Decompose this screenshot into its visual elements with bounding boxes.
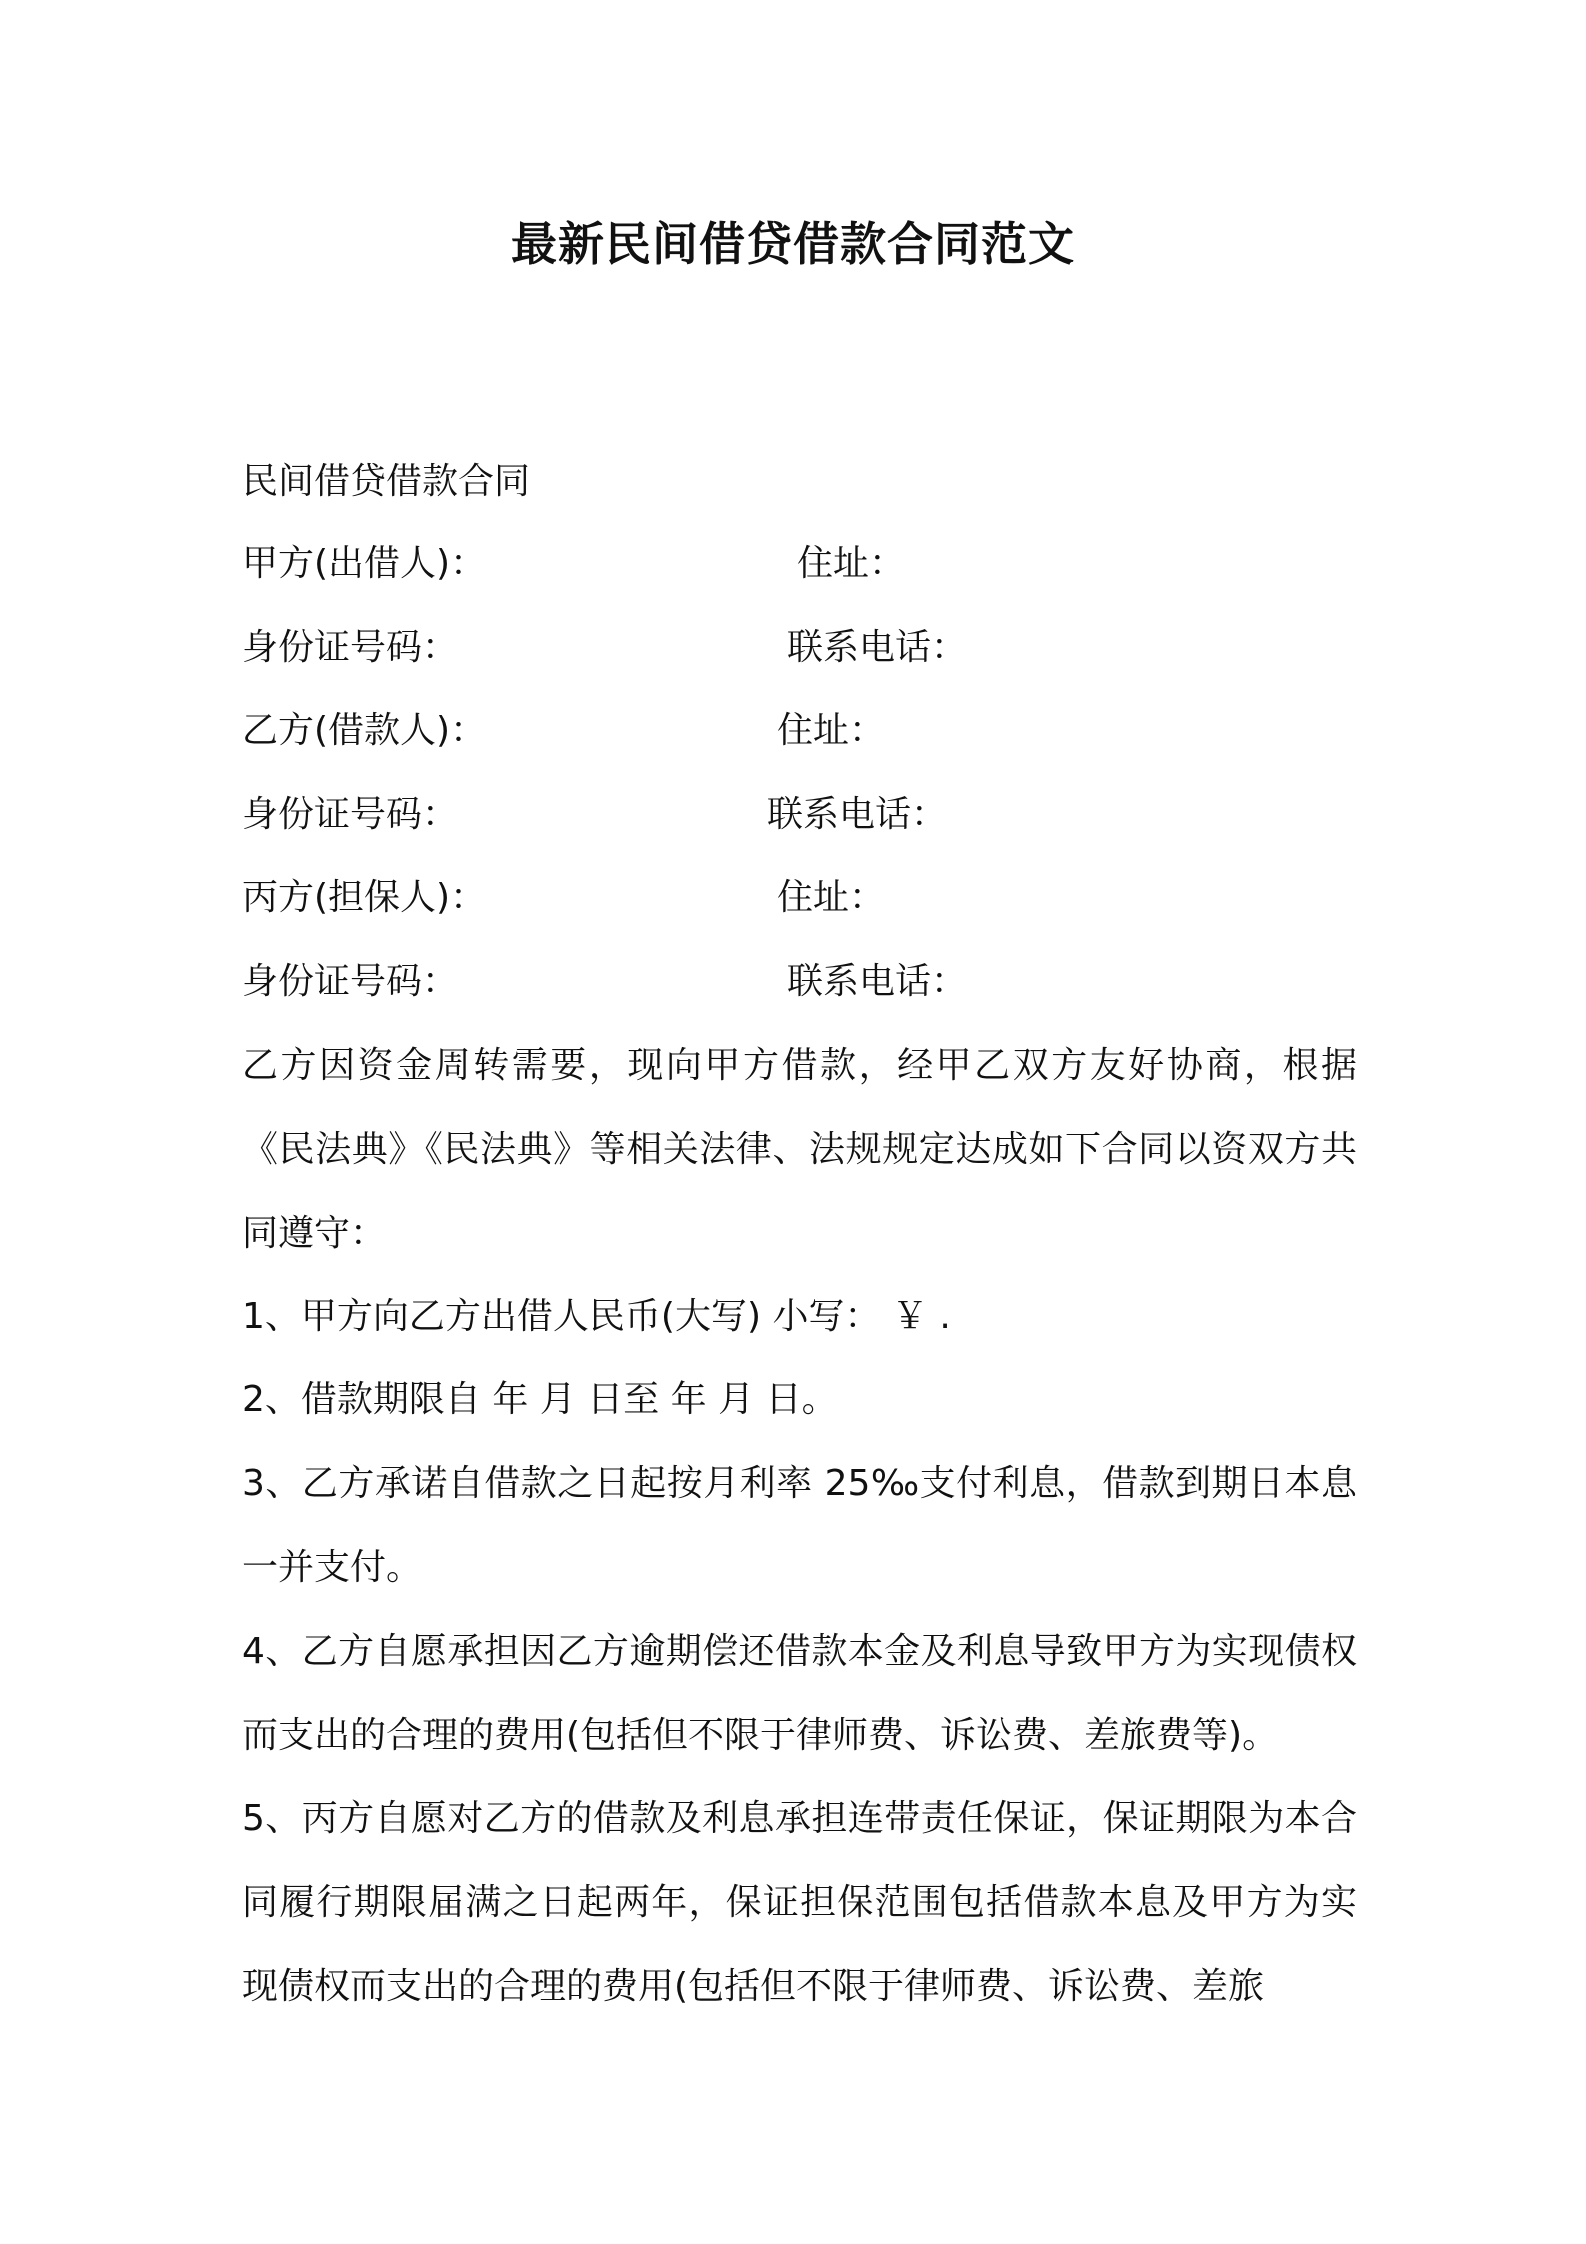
party-c-label: 丙方(担保人)： bbox=[242, 877, 487, 918]
clause-2: 2、借款期限自 年 月 日至 年 月 日。 bbox=[242, 1379, 838, 1420]
clause-4: 4、乙方自愿承担因乙方逾期偿还借款本金及利息导致甲方为实现债权而支出的合理的费用(包括但不限于律师费、诉讼费、差旅费等)。 bbox=[242, 1631, 1357, 1756]
party-b-label: 乙方(借款人)： bbox=[242, 710, 487, 751]
contract-subtitle: 民间借贷借款合同 bbox=[242, 461, 531, 502]
document-title: 最新民间借贷借款合同范文 bbox=[511, 217, 1075, 271]
party-b-address-label: 住址： bbox=[777, 710, 886, 751]
clause-5: 5、丙方自愿对乙方的借款及利息承担连带责任保证，保证期限为本合同履行期限届满之日起两年，保证担保范围包括借款本息及甲方为实现债权而支出的合理的费用(包括但不限于律师费、诉讼费、差旅 bbox=[242, 1798, 1357, 2007]
party-a-id-label: 身份证号码： bbox=[242, 627, 459, 668]
party-c-address-label: 住址： bbox=[777, 877, 886, 918]
party-c-phone-label: 联系电话： bbox=[787, 961, 968, 1002]
party-a-label: 甲方(出借人)： bbox=[242, 543, 487, 584]
party-a-address-label: 住址： bbox=[797, 543, 906, 584]
party-b-id-label: 身份证号码： bbox=[242, 794, 459, 835]
clause-3: 3、乙方承诺自借款之日起按月利率 25‰支付利息，借款到期日本息一并支付。 bbox=[242, 1463, 1357, 1588]
party-b-phone-label: 联系电话： bbox=[767, 794, 948, 835]
party-c-id-label: 身份证号码： bbox=[242, 961, 459, 1002]
preamble-paragraph: 乙方因资金周转需要，现向甲方借款，经甲乙双方友好协商，根据《民法典》《民法典》等相关法律、法规规定达成如下合同以资双方共同遵守： bbox=[242, 1045, 1357, 1254]
clause-1: 1、甲方向乙方出借人民币(大写) 小写： ￥ . bbox=[242, 1296, 951, 1337]
party-a-phone-label: 联系电话： bbox=[787, 627, 968, 668]
